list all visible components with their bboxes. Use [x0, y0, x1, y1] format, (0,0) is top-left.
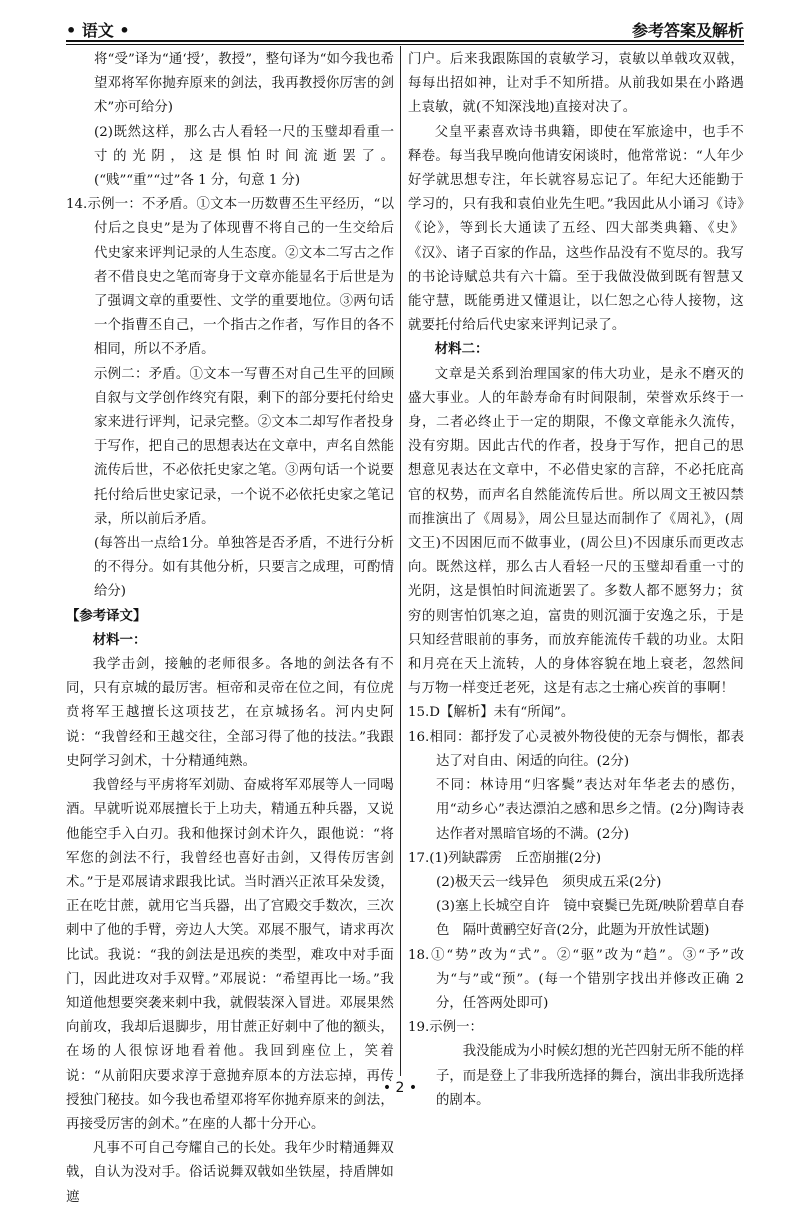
right-paragraph: 我没能成为小时候幻想的光芒四射无所不能的样子，而是登上了非我所选择的舞台，演出非我所选择的剧本。	[436, 1044, 744, 1108]
header-rule	[66, 40, 744, 42]
right-paragraph: 18.①“势”改为“式”。②“驱”改为“趋”。③“予”改为“与”或“预”。(每一个错别字找出并修改正确 2 分，任答两处即可)	[408, 947, 744, 1011]
column-divider	[400, 46, 401, 1076]
left-paragraph: 将“受”译为“通‘授’，教授”，整句译为“如今我也希望邓将军你抛弃原来的剑法，我再教授你厉害的剑术”亦可给分)	[94, 52, 394, 116]
left-paragraph: 示例二：矛盾。①文本一写曹丕对自己生平的回顾自叙与文学创作终究有限，剩下的部分要托付给史家来进行评判，记录完整。②文本二却写作者投身于写作，把自己的思想表达在文章中，声名自然能流传后世，不必依托史家之笔。③两句话一个说要托付给后世史家记录，一个说不必依托史家之笔记录，所以前后矛盾。	[94, 366, 394, 527]
right-paragraph: 门户。后来我跟陈国的袁敏学习，袁敏以单戟攻双戟，每每出招如神，让对手不知所措。从前我如果在小路遇上袁敏，就(不知深浅地)直接对决了。	[408, 52, 744, 116]
left-paragraph: 14.示例一：不矛盾。①文本一历数曹丕生平经历，“以付后之良史”是为了体现曹不将自己的一生交给后代史家来评判记录的人生态度。②文本二写古之作者不借良史之笔而寄身于文章亦能显名于后世是为了强调文章的重要性、文学的重要地位。③两句话一个指曹丕自己，一个指古之作者，写作目的各不相同，所以不矛盾。	[66, 197, 394, 358]
left-paragraph: 【参考译文】	[66, 608, 147, 624]
section-title: 参考答案及解析	[631, 21, 744, 40]
right-paragraph: (2)极天云一线异色 须臾成五采(2分)	[436, 874, 662, 890]
right-paragraph: 文章是关系到治理国家的伟大功业，是永不磨灭的盛大事业。人的年龄寿命有时间限制，荣誉欢乐终于一身，二者必终止于一定的期限，不像文章能永久流传，没有穷期。因此古代的作者，投身于写作，把自己的思想意见表达在文章中，不必借史家的言辞，不必托庇高官的权势，而声名自然能流传后世。所以周文王被囚禁而推演出了《周易》，周公旦显达而制作了《周礼》，(周文王)不因困厄而不做事业，(周公旦)不因康乐而更改志向。既然这样，那么古人看轻一尺的玉璧却看重一寸的光阴，这是惧怕时间流逝罢了。多数人都不愿努力；贫穷的则害怕饥寒之迫，富贵的则沉湎于安逸之乐，于是只知经营眼前的事务，而放弃能流传千载的功业。太阳和月亮在天上流转，人的身体容貌在地上衰老，忽然间与万物一样变迁老死，这是有志之士痛心疾首的事啊！	[408, 366, 744, 697]
right-paragraph: 16.相同：都抒发了心灵被外物役使的无奈与惆怅，都表达了对自由、闲适的向往。(2分)	[408, 729, 744, 769]
right-paragraph: 15.D【解析】未有“所闻”。	[408, 705, 575, 721]
page-number: • 2 •	[382, 1080, 418, 1096]
right-paragraph: (3)塞上长城空自许 镜中衰鬓已先斑/映阶碧草自春色 隔叶黄鹂空好音(2分，此题为开放性试题)	[436, 899, 744, 939]
left-paragraph: (2)既然这样，那么古人看轻一尺的玉璧却看重一寸的光阴，这是惧怕时间流逝罢了。(“贱”“重”“过”各 1 分，句意 1 分)	[94, 124, 394, 189]
left-column	[66, 48, 394, 1210]
left-paragraph: 材料一：	[92, 632, 147, 648]
right-paragraph: 父皇平素喜欢诗书典籍，即使在军旅途中，也手不释卷。每当我早晚向他请安闲谈时，他常常说：“人年少好学就思想专注，年长就容易忘记了。年纪大还能勤于学习的，只有我和袁伯业先生吧。”我因此从小诵习《诗》《论》，等到长大通读了五经、四大部类典籍、《史》《汉》、诸子百家的作品，这些作品没有不览尽的。我写的书论诗赋总共有六十篇。至于我做没做到既有智慧又能守慧，既能勇进又懂退让，以仁恕之心待人接物，这就要托付给后代史家来评判记录了。	[408, 124, 744, 334]
left-paragraph: (每答出一点给1分。单独答是否矛盾，不进行分析的不得分。如有其他分析，只要言之成理，可酌情给分)	[94, 536, 394, 600]
right-paragraph: 19.示例一：	[408, 1020, 483, 1036]
right-paragraph: 17.(1)列缺霹雳 丘峦崩摧(2分)	[408, 850, 602, 866]
header-rule-thin	[66, 44, 744, 45]
right-paragraph: 不同：林诗用“归客鬓”表达对年华老去的感伤，用“动乡心”表达漂泊之感和思乡之情。(2分)陶诗表达作者对黑暗官场的不满。(2分)	[436, 778, 744, 842]
right-paragraph: 材料二：	[434, 342, 489, 358]
left-paragraph: 凡事不可自己夸耀自己的长处。我年少时精通舞双戟，自认为没对手。俗话说舞双戟如坐铁屋，持盾牌如遮	[66, 1141, 394, 1205]
left-paragraph: 我曾经与平虏将军刘勋、奋威将军邓展等人一同喝酒。早就听说邓展擅长于上功夫，精通五种兵器，又说他能空手入白刃。我和他探讨剑术许久，跟他说：“将军您的剑法不行，我曾经也喜好击剑，又得传厉害剑术。”于是邓展请求跟我比试。当时酒兴正浓耳朵发烫，正在吃甘蔗，就用它当兵器，出了宫殿交手数次，三次刺中了他的手臂，旁边人大笑。邓展不服气，请求再次比试。我说：“我的剑法是迅疾的类型，难攻中对手面门，因此进攻对手双臂。”邓展说：“希望再比一场。”我知道他想要突袭来刺中我，就假装深入冒进。邓展果然向前攻，我却后退脚步，用甘蔗正好刺中了他的额头，在场的人很惊讶地看着他。我回到座位上，笑着说：“从前阳庆要求淳于意抛弃原本的方法忘掉，再传授独门秘技。如今我也希望邓将军你抛弃原来的剑法，再接受厉害的剑术。”在座的人都十分开心。	[66, 778, 394, 1132]
subject-label: • 语文 •	[66, 21, 130, 40]
left-paragraph: 我学击剑，接触的老师很多。各地的剑法各有不同，只有京城的最厉害。桓帝和灵帝在位之间，有位虎贲将军王越擅长这项技艺，在京城扬名。河内史阿说：“我曾经和王越交往，全部习得了他的技法。”我跟史阿学习剑术，十分精通纯熟。	[66, 657, 394, 769]
right-column	[408, 48, 744, 1113]
page-header	[66, 12, 744, 40]
